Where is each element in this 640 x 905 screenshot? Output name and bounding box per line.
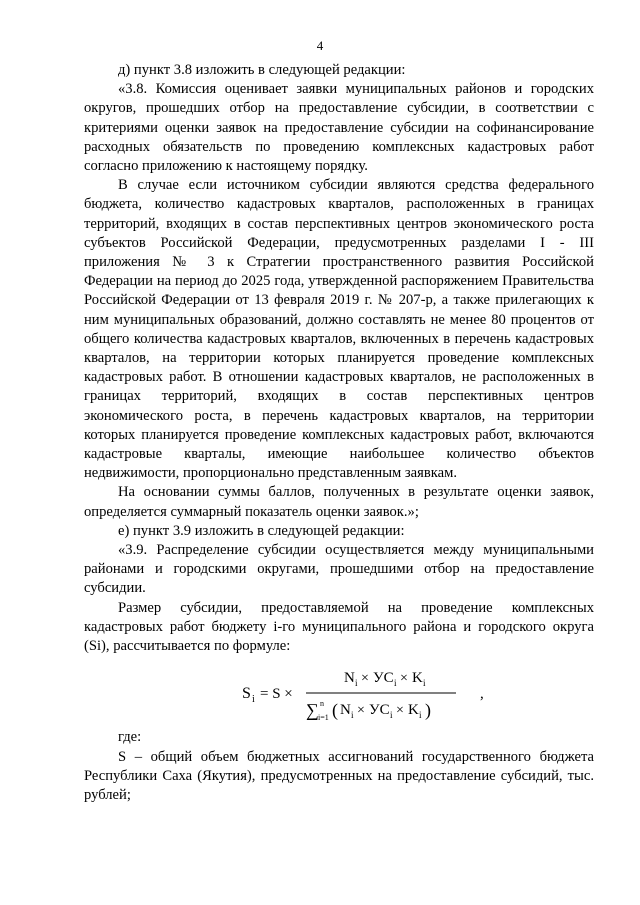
formula-num-times1: × (361, 671, 369, 687)
paragraph-item-e: е) пункт 3.9 изложить в следующей редакции: (118, 522, 405, 539)
formula-sum-bottom: i=1 (318, 713, 329, 723)
formula-lhs-sub: i (252, 694, 255, 706)
paragraph-s-definition: S – общий объем бюджетных ассигнований государственного бюджета Республики Саха (Якутия), предусмотренных на предоставление субсидий, тыс. рублей; (84, 748, 594, 803)
formula-den-k-sub: i (419, 710, 422, 721)
formula-eq-mult: = S × (260, 686, 293, 703)
formula-lhs: S (242, 685, 251, 703)
subsidy-formula (84, 656, 594, 728)
formula-den-yc-sub: i (390, 710, 393, 721)
paragraph-subsidy-size: Размер субсидии, предоставляемой на проведение комплексных кадастровых работ бюджету i-го муниципального района и городского округа (Si), рассчитывается по формуле: (84, 599, 594, 655)
formula-num-times2: × (400, 671, 408, 687)
document-body (84, 61, 594, 805)
formula-den-n: N (340, 702, 351, 719)
paragraph-clause-3-9: «3.9. Распределение субсидии осуществляется между муниципальными районами и городскими округами, прошедшими отбор на предоставление субсидии. (84, 542, 594, 597)
formula-graphic (84, 656, 594, 728)
formula-num-yc: УС (373, 670, 394, 687)
formula-den-close: ) (425, 700, 431, 721)
paragraph-clause-3-8: «3.8. Комиссия оценивает заявки муниципальных районов и городских округов, прошедших отбор на предоставление субсидии, в соответствии с критериями оценки заявок на предоставление субсидии на софинансирование расходных обязательств по проведению комплексных кадастровых работ согласно приложению к настоящему порядку. (84, 81, 594, 175)
formula-num-n-sub: i (355, 678, 358, 689)
paragraph-score-total: На основании суммы баллов, полученных в результате оценки заявок, определяется суммарный показатель оценки заявок.»; (84, 484, 594, 520)
page-number: 4 (316, 38, 324, 53)
formula-num-k-sub: i (423, 678, 426, 689)
formula-trailing-comma: , (480, 686, 484, 703)
formula-num-yc-sub: i (394, 678, 397, 689)
formula-sum-sign: ∑ (306, 700, 319, 721)
formula-num-k: K (412, 670, 423, 687)
paragraph-where: где: (118, 729, 142, 746)
formula-sum-top: n (320, 699, 324, 709)
formula-num-n: N (344, 670, 355, 687)
paragraph-item-d: д) пункт 3.8 изложить в следующей редакции: (118, 62, 406, 78)
formula-den-times1: × (357, 703, 365, 719)
formula-den-n-sub: i (351, 710, 354, 721)
formula-den-times2: × (396, 703, 404, 719)
formula-den-k: K (408, 702, 419, 719)
formula-den-yc: УС (369, 702, 390, 719)
paragraph-federal-budget: В случае если источником субсидии являются средства федерального бюджета, количество кадастровых кварталов, расположенных в границах территорий, входящих в состав перспективных центров экономического роста субъектов Российской Федерации, предусмотренных разделами I - III приложения № 3 к Стратегии пространственного развития Российской Федерации на период до 2025 года, утвержденной распоряжением Правительства Российской Федерации от 13 февраля 2019 г. № 207-р, а также прилегающих к ним муниципальных образований, должно составлять не менее 80 процентов от общего количества кадастровых кварталов, включенных в перечень кадастровых кварталов, на территории которых планируется проведение комплексных кадастровых работ. В отношении кадастровых кварталов, не расположенных в границах территорий, входящих в состав перспективных центров экономического роста, в перечень кадастровых кварталов, на территории которых планируется проведение комплексных кадастровых работ, включаются кадастровые кварталы, имеющие наибольшее количество объектов недвижимости, пропорционально представленным заявкам. (84, 177, 594, 482)
formula-den-open: ( (332, 700, 338, 721)
